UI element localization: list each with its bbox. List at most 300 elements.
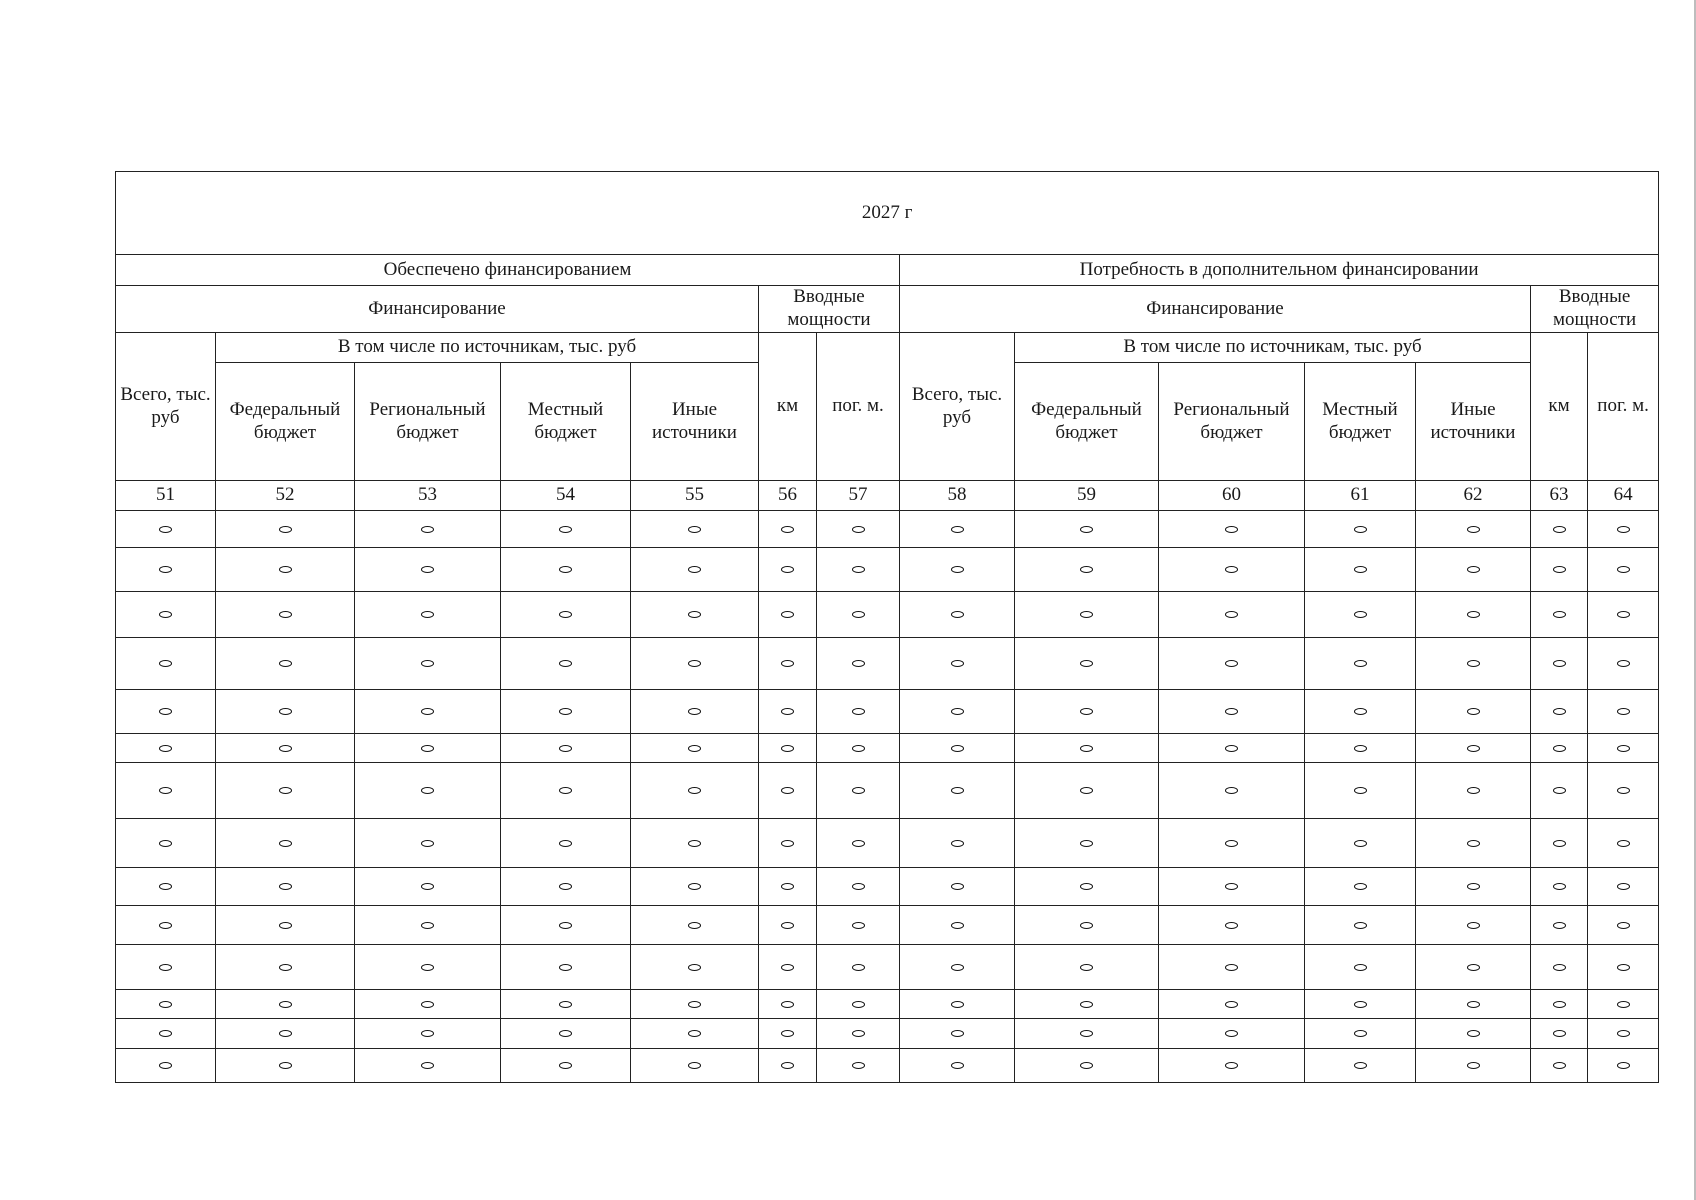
table-cell xyxy=(216,1019,355,1049)
group-secured-header: Обеспечено финансированием xyxy=(116,255,900,286)
dash-icon xyxy=(781,964,794,971)
table-cell xyxy=(817,734,900,763)
table-cell xyxy=(501,763,631,819)
table-cell xyxy=(1015,945,1159,990)
table-cell xyxy=(631,511,759,548)
dash-icon xyxy=(852,1062,865,1069)
additional-financing-header: Финансирование xyxy=(900,286,1531,333)
dash-icon xyxy=(279,840,292,847)
financing-table xyxy=(115,171,1659,1083)
table-cell xyxy=(817,592,900,638)
column-number-row xyxy=(116,481,1659,511)
table-cell xyxy=(355,906,501,945)
dash-icon xyxy=(781,526,794,533)
dash-icon xyxy=(852,922,865,929)
dash-icon xyxy=(688,1001,701,1008)
table-cell xyxy=(900,819,1015,868)
table-cell xyxy=(1416,734,1531,763)
dash-icon xyxy=(1553,840,1566,847)
dash-icon xyxy=(559,1001,572,1008)
table-cell xyxy=(631,945,759,990)
table-cell xyxy=(1015,734,1159,763)
column-number: 58 xyxy=(900,481,1015,511)
dash-icon xyxy=(951,611,964,618)
additional-pog-m-header: пог. м. xyxy=(1588,333,1659,481)
table-cell xyxy=(1416,868,1531,906)
table-cell xyxy=(1531,638,1588,690)
table-cell xyxy=(1416,763,1531,819)
dash-icon xyxy=(951,1030,964,1037)
dash-icon xyxy=(1225,922,1238,929)
table-cell xyxy=(1588,990,1659,1019)
secured-sources-header: В том числе по источникам, тыс. руб xyxy=(216,333,759,363)
dash-icon xyxy=(781,883,794,890)
dash-icon xyxy=(1467,708,1480,715)
dash-icon xyxy=(1467,526,1480,533)
table-cell xyxy=(1015,868,1159,906)
dash-icon xyxy=(1354,1001,1367,1008)
dash-icon xyxy=(159,922,172,929)
table-cell xyxy=(631,1049,759,1083)
table-cell xyxy=(631,906,759,945)
table-cell xyxy=(216,638,355,690)
table-cell xyxy=(216,990,355,1019)
table-cell xyxy=(1015,819,1159,868)
table-cell xyxy=(501,511,631,548)
table-cell xyxy=(501,819,631,868)
table-cell xyxy=(1015,592,1159,638)
dash-icon xyxy=(688,883,701,890)
dash-icon xyxy=(1354,745,1367,752)
table-cell xyxy=(1159,990,1305,1019)
dash-icon xyxy=(159,526,172,533)
column-number: 60 xyxy=(1159,481,1305,511)
dash-icon xyxy=(781,922,794,929)
table-cell xyxy=(1416,945,1531,990)
table-cell xyxy=(1588,548,1659,592)
table-cell xyxy=(631,548,759,592)
dash-icon xyxy=(1080,1030,1093,1037)
dash-icon xyxy=(1617,566,1630,573)
secured-capacity-header: Вводные мощности xyxy=(759,286,900,333)
table-row xyxy=(116,990,1659,1019)
table-cell xyxy=(355,1019,501,1049)
dash-icon xyxy=(1467,1001,1480,1008)
dash-icon xyxy=(559,964,572,971)
dash-icon xyxy=(951,708,964,715)
table-cell xyxy=(216,734,355,763)
dash-icon xyxy=(559,566,572,573)
secured-federal-header: Федеральный бюджет xyxy=(216,363,355,481)
table-cell xyxy=(116,548,216,592)
dash-icon xyxy=(279,566,292,573)
table-cell xyxy=(216,592,355,638)
dash-icon xyxy=(1617,883,1630,890)
dash-icon xyxy=(1354,1030,1367,1037)
table-cell xyxy=(116,819,216,868)
dash-icon xyxy=(951,883,964,890)
dash-icon xyxy=(1617,660,1630,667)
table-cell xyxy=(1305,638,1416,690)
dash-icon xyxy=(1080,566,1093,573)
table-cell xyxy=(900,868,1015,906)
dash-icon xyxy=(781,1062,794,1069)
table-cell xyxy=(1531,906,1588,945)
table-row xyxy=(116,734,1659,763)
table-cell xyxy=(116,945,216,990)
dash-icon xyxy=(559,611,572,618)
dash-icon xyxy=(1354,660,1367,667)
dash-icon xyxy=(1467,840,1480,847)
table-cell xyxy=(501,945,631,990)
table-cell xyxy=(817,868,900,906)
dash-icon xyxy=(421,840,434,847)
dash-icon xyxy=(1617,708,1630,715)
dash-icon xyxy=(279,922,292,929)
dash-icon xyxy=(1354,964,1367,971)
year-header: 2027 г xyxy=(116,172,1659,255)
dash-icon xyxy=(951,1062,964,1069)
table-cell xyxy=(1588,819,1659,868)
dash-icon xyxy=(781,566,794,573)
table-cell xyxy=(900,763,1015,819)
table-row xyxy=(116,548,1659,592)
dash-icon xyxy=(1467,1030,1480,1037)
table-cell xyxy=(1015,548,1159,592)
dash-icon xyxy=(688,922,701,929)
dash-icon xyxy=(1225,566,1238,573)
dash-icon xyxy=(1354,566,1367,573)
dash-icon xyxy=(1617,964,1630,971)
dash-icon xyxy=(1354,1062,1367,1069)
table-cell xyxy=(1159,690,1305,734)
table-cell xyxy=(355,945,501,990)
dash-icon xyxy=(1225,611,1238,618)
table-cell xyxy=(817,990,900,1019)
dash-icon xyxy=(159,660,172,667)
dash-icon xyxy=(279,660,292,667)
dash-icon xyxy=(421,883,434,890)
table-cell xyxy=(116,868,216,906)
dash-icon xyxy=(559,1062,572,1069)
table-cell xyxy=(631,690,759,734)
dash-icon xyxy=(951,922,964,929)
table-cell xyxy=(817,511,900,548)
table-row xyxy=(116,906,1659,945)
table-cell xyxy=(1531,511,1588,548)
additional-regional-header: Региональный бюджет xyxy=(1159,363,1305,481)
table-cell xyxy=(817,906,900,945)
table-row xyxy=(116,868,1659,906)
table-cell xyxy=(759,638,817,690)
table-cell xyxy=(631,763,759,819)
dash-icon xyxy=(1354,611,1367,618)
table-cell xyxy=(631,990,759,1019)
dash-icon xyxy=(852,745,865,752)
dash-icon xyxy=(1467,566,1480,573)
dash-icon xyxy=(1225,745,1238,752)
dash-icon xyxy=(1467,787,1480,794)
secured-total-header: Всего, тыс. руб xyxy=(116,333,216,481)
dash-icon xyxy=(852,566,865,573)
dash-icon xyxy=(1080,745,1093,752)
table-cell xyxy=(355,819,501,868)
table-cell xyxy=(1305,1019,1416,1049)
dash-icon xyxy=(1553,787,1566,794)
dash-icon xyxy=(688,964,701,971)
table-cell xyxy=(116,1049,216,1083)
table-cell xyxy=(355,548,501,592)
dash-icon xyxy=(421,922,434,929)
table-cell xyxy=(1305,690,1416,734)
table-cell xyxy=(355,638,501,690)
dash-icon xyxy=(1467,922,1480,929)
additional-km-header: км xyxy=(1531,333,1588,481)
table-cell xyxy=(1305,592,1416,638)
table-cell xyxy=(1588,511,1659,548)
table-cell xyxy=(216,906,355,945)
table-cell xyxy=(900,990,1015,1019)
dash-icon xyxy=(688,566,701,573)
table-cell xyxy=(1588,1019,1659,1049)
dash-icon xyxy=(1080,964,1093,971)
table-cell xyxy=(1159,763,1305,819)
table-cell xyxy=(817,690,900,734)
dash-icon xyxy=(559,922,572,929)
additional-total-header: Всего, тыс. руб xyxy=(900,333,1015,481)
additional-other-header: Иные источники xyxy=(1416,363,1531,481)
table-cell xyxy=(1416,906,1531,945)
dash-icon xyxy=(559,526,572,533)
table-row xyxy=(116,1019,1659,1049)
dash-icon xyxy=(951,660,964,667)
group-additional-header: Потребность в дополнительном финансировании xyxy=(900,255,1659,286)
dash-icon xyxy=(852,883,865,890)
table-cell xyxy=(355,868,501,906)
dash-icon xyxy=(1080,1001,1093,1008)
dash-icon xyxy=(1553,611,1566,618)
column-number: 57 xyxy=(817,481,900,511)
table-cell xyxy=(1159,1049,1305,1083)
dash-icon xyxy=(1617,787,1630,794)
dash-icon xyxy=(1080,1062,1093,1069)
dash-icon xyxy=(559,745,572,752)
dash-icon xyxy=(159,708,172,715)
dash-icon xyxy=(1080,708,1093,715)
additional-capacity-header: Вводные мощности xyxy=(1531,286,1659,333)
table-cell xyxy=(1531,868,1588,906)
dash-icon xyxy=(1080,922,1093,929)
table-cell xyxy=(759,763,817,819)
dash-icon xyxy=(159,1001,172,1008)
dash-icon xyxy=(951,840,964,847)
dash-icon xyxy=(1467,883,1480,890)
dash-icon xyxy=(1225,660,1238,667)
table-cell xyxy=(501,1019,631,1049)
table-cell xyxy=(631,592,759,638)
dash-icon xyxy=(159,1030,172,1037)
dash-icon xyxy=(951,1001,964,1008)
column-number: 64 xyxy=(1588,481,1659,511)
table-cell xyxy=(216,511,355,548)
dash-icon xyxy=(421,964,434,971)
table-cell xyxy=(216,819,355,868)
dash-icon xyxy=(1225,708,1238,715)
dash-icon xyxy=(1553,922,1566,929)
dash-icon xyxy=(159,1062,172,1069)
table-cell xyxy=(759,734,817,763)
dash-icon xyxy=(1617,745,1630,752)
dash-icon xyxy=(1553,566,1566,573)
table-cell xyxy=(116,690,216,734)
table-cell xyxy=(1305,511,1416,548)
dash-icon xyxy=(159,787,172,794)
dash-icon xyxy=(781,787,794,794)
table-cell xyxy=(1015,690,1159,734)
table-cell xyxy=(1015,511,1159,548)
dash-icon xyxy=(852,611,865,618)
column-number: 59 xyxy=(1015,481,1159,511)
dash-icon xyxy=(279,883,292,890)
table-cell xyxy=(759,1019,817,1049)
table-cell xyxy=(1416,819,1531,868)
dash-icon xyxy=(559,660,572,667)
table-cell xyxy=(355,592,501,638)
dash-icon xyxy=(1553,964,1566,971)
table-cell xyxy=(759,868,817,906)
table-cell xyxy=(1159,906,1305,945)
additional-federal-header: Федеральный бюджет xyxy=(1015,363,1159,481)
dash-icon xyxy=(1553,708,1566,715)
table-cell xyxy=(1015,906,1159,945)
dash-icon xyxy=(951,566,964,573)
dash-icon xyxy=(781,611,794,618)
table-cell xyxy=(1305,868,1416,906)
dash-icon xyxy=(421,526,434,533)
table-cell xyxy=(759,548,817,592)
dash-icon xyxy=(1617,922,1630,929)
dash-icon xyxy=(279,964,292,971)
dash-icon xyxy=(279,611,292,618)
table-cell xyxy=(1159,734,1305,763)
table-cell xyxy=(900,906,1015,945)
dash-icon xyxy=(852,1030,865,1037)
dash-icon xyxy=(1553,526,1566,533)
table-row xyxy=(116,763,1659,819)
table-cell xyxy=(631,819,759,868)
table-cell xyxy=(900,1019,1015,1049)
table-cell xyxy=(1159,548,1305,592)
secured-other-header: Иные источники xyxy=(631,363,759,481)
dash-icon xyxy=(279,1030,292,1037)
dash-icon xyxy=(159,964,172,971)
table-cell xyxy=(1416,690,1531,734)
table-cell xyxy=(501,868,631,906)
table-cell xyxy=(900,638,1015,690)
table-cell xyxy=(759,990,817,1019)
dash-icon xyxy=(1354,526,1367,533)
dash-icon xyxy=(852,840,865,847)
table-cell xyxy=(759,1049,817,1083)
table-cell xyxy=(116,763,216,819)
table-cell xyxy=(817,638,900,690)
dash-icon xyxy=(159,611,172,618)
dash-icon xyxy=(1354,787,1367,794)
table-cell xyxy=(1531,1019,1588,1049)
dash-icon xyxy=(688,611,701,618)
table-row xyxy=(116,511,1659,548)
table-cell xyxy=(1305,548,1416,592)
table-cell xyxy=(1305,945,1416,990)
table-cell xyxy=(1531,592,1588,638)
table-cell xyxy=(1159,592,1305,638)
dash-icon xyxy=(1553,1062,1566,1069)
dash-icon xyxy=(688,1030,701,1037)
dash-icon xyxy=(279,1062,292,1069)
table-cell xyxy=(1588,945,1659,990)
table-cell xyxy=(216,868,355,906)
table-cell xyxy=(1416,638,1531,690)
table-row xyxy=(116,819,1659,868)
column-number: 63 xyxy=(1531,481,1588,511)
table-cell xyxy=(759,945,817,990)
dash-icon xyxy=(1617,1030,1630,1037)
table-cell xyxy=(631,734,759,763)
table-cell xyxy=(355,511,501,548)
additional-local-header: Местный бюджет xyxy=(1305,363,1416,481)
table-cell xyxy=(1588,734,1659,763)
dash-icon xyxy=(781,708,794,715)
dash-icon xyxy=(951,964,964,971)
column-number: 52 xyxy=(216,481,355,511)
dash-icon xyxy=(688,840,701,847)
table-cell xyxy=(1416,1049,1531,1083)
dash-icon xyxy=(559,883,572,890)
table-cell xyxy=(900,1049,1015,1083)
dash-icon xyxy=(852,526,865,533)
table-cell xyxy=(355,763,501,819)
table-cell xyxy=(900,511,1015,548)
table-cell xyxy=(1159,1019,1305,1049)
dash-icon xyxy=(421,660,434,667)
table-cell xyxy=(1531,734,1588,763)
dash-icon xyxy=(279,787,292,794)
dash-icon xyxy=(688,745,701,752)
dash-icon xyxy=(1553,883,1566,890)
dash-icon xyxy=(421,708,434,715)
table-row xyxy=(116,690,1659,734)
table-cell xyxy=(900,548,1015,592)
table-row xyxy=(116,945,1659,990)
dash-icon xyxy=(279,708,292,715)
table-cell xyxy=(1159,945,1305,990)
table-cell xyxy=(1531,548,1588,592)
dash-icon xyxy=(1225,883,1238,890)
table-cell xyxy=(501,638,631,690)
dash-icon xyxy=(279,526,292,533)
table-cell xyxy=(1159,819,1305,868)
dash-icon xyxy=(781,1001,794,1008)
table-cell xyxy=(116,511,216,548)
dash-icon xyxy=(1225,526,1238,533)
table-cell xyxy=(900,690,1015,734)
dash-icon xyxy=(421,787,434,794)
dash-icon xyxy=(852,708,865,715)
table-cell xyxy=(759,511,817,548)
dash-icon xyxy=(1080,660,1093,667)
column-number: 54 xyxy=(501,481,631,511)
dash-icon xyxy=(421,611,434,618)
